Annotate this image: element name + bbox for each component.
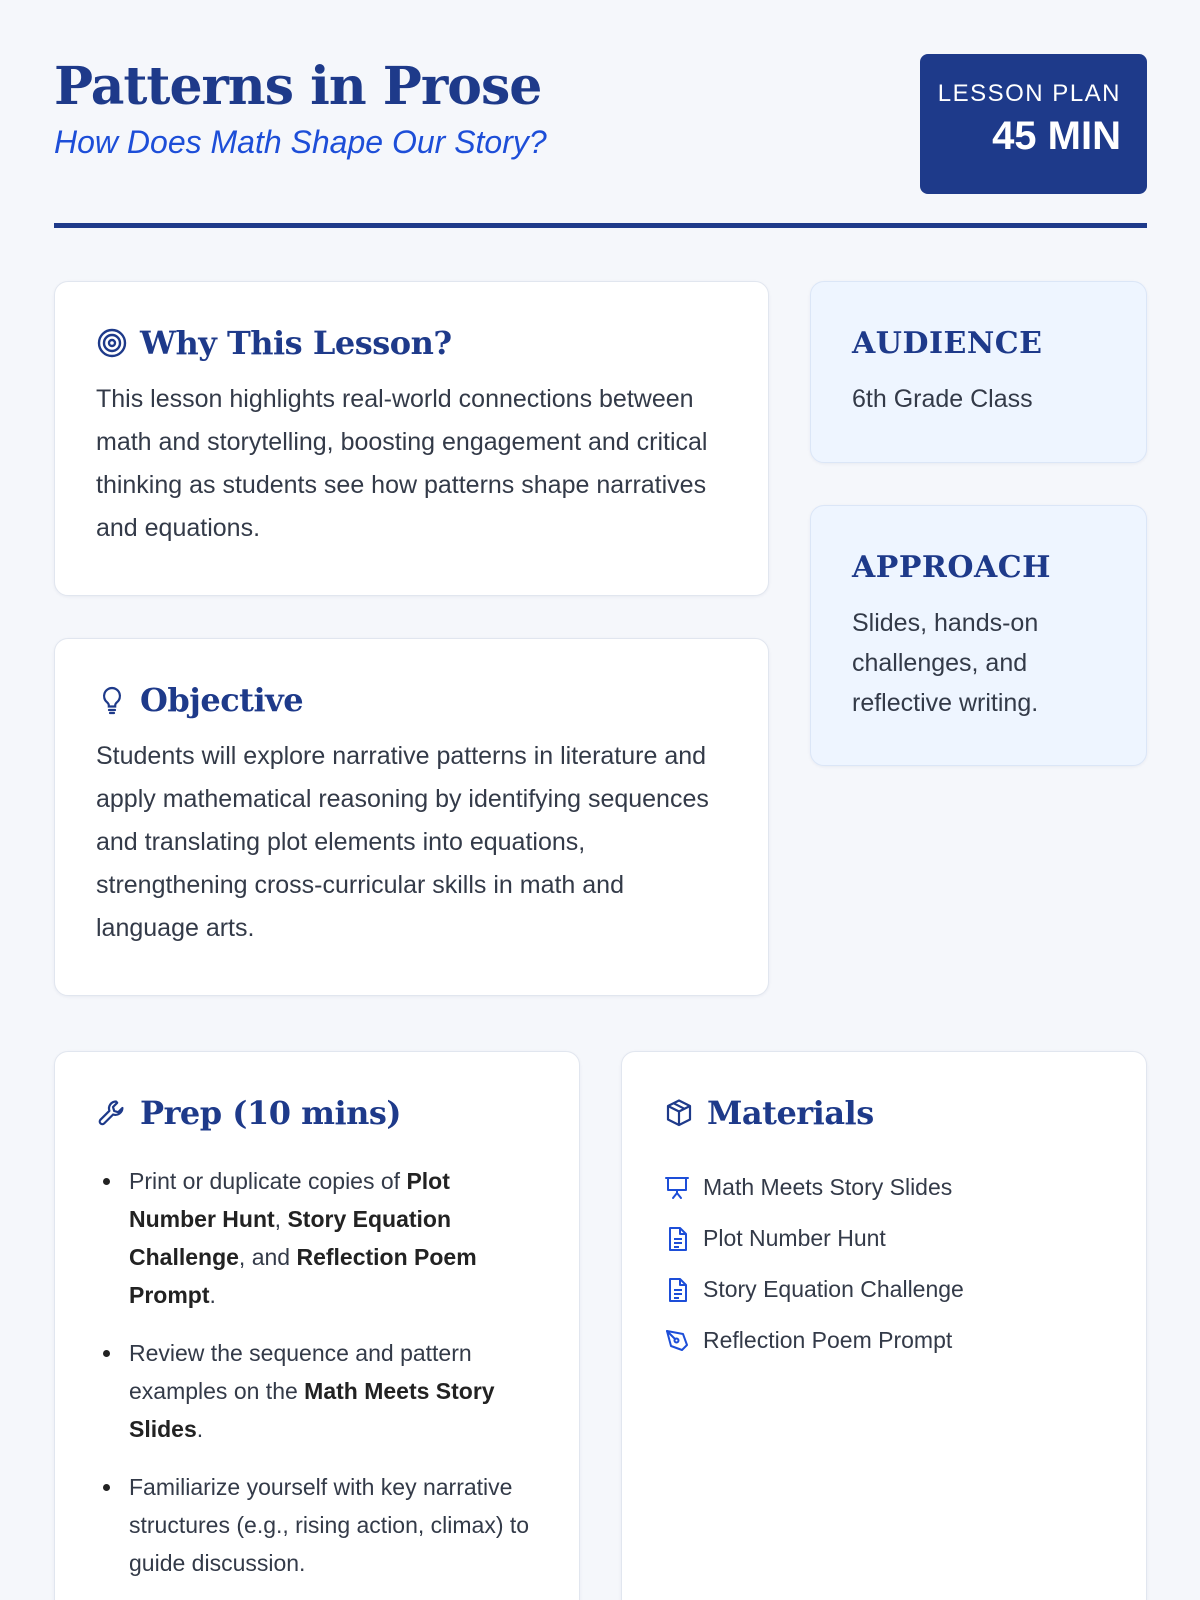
target-icon [96, 327, 128, 359]
material-item [663, 1315, 1105, 1366]
objective-header [96, 681, 727, 719]
approach-card [810, 505, 1147, 766]
material-label: Plot Number Hunt [703, 1225, 886, 1251]
prep-title: Prep (10 mins) [140, 1094, 402, 1132]
audience-text: 6th Grade Class [852, 385, 1033, 413]
approach-text: Slides, hands-on challenges, and reflective writing. [852, 609, 1039, 717]
material-label: Math Meets Story Slides [703, 1174, 953, 1200]
page-title: Patterns in Prose [54, 56, 542, 117]
materials-header [663, 1094, 1105, 1132]
prep-item: Familiarize yourself with key narrative structures (e.g., rising action, climax) to guide discussion. [96, 1468, 538, 1582]
materials-list [663, 1162, 1105, 1366]
badge-label: LESSON PLAN [937, 80, 1121, 107]
materials-card [621, 1051, 1147, 1600]
audience-card [810, 281, 1147, 463]
material-item [663, 1264, 1105, 1315]
approach-title: APPROACH [852, 550, 1051, 585]
material-label: Reflection Poem Prompt [703, 1327, 953, 1353]
duration-badge [920, 54, 1147, 194]
package-icon [663, 1097, 695, 1129]
prep-list [96, 1162, 538, 1582]
material-label: Story Equation Challenge [703, 1276, 964, 1302]
document-icon [663, 1225, 691, 1253]
why-lesson-header [96, 324, 727, 362]
why-lesson-text: This lesson highlights real-world connections between math and storytelling, boosting engagement and critical thinking as students see how patterns shape narratives and equations. [96, 385, 708, 542]
prep-item: Print or duplicate copies of Plot Number Hunt, Story Equation Challenge, and Reflection Poem Prompt. [96, 1162, 538, 1314]
material-item [663, 1213, 1105, 1264]
objective-text: Students will explore narrative patterns in literature and apply mathematical reasoning by identifying sequences and translating plot elements into equations, strengthening cross-curricular skills in math and language arts. [96, 742, 709, 942]
why-lesson-card [54, 281, 769, 596]
prep-item: Review the sequence and pattern examples on the Math Meets Story Slides. [96, 1334, 538, 1448]
objective-title: Objective [140, 681, 304, 719]
pen-tool-icon [663, 1327, 691, 1355]
lesson-header [54, 54, 1147, 228]
audience-title: AUDIENCE [852, 326, 1043, 361]
lightbulb-icon [96, 684, 128, 716]
prep-header [96, 1094, 538, 1132]
prep-card [54, 1051, 580, 1600]
document-icon [663, 1276, 691, 1304]
badge-value: 45 MIN [992, 114, 1121, 158]
why-lesson-title: Why This Lesson? [140, 324, 452, 362]
objective-card [54, 638, 769, 996]
page-subtitle: How Does Math Shape Our Story? [54, 124, 547, 160]
presentation-icon [663, 1174, 691, 1202]
materials-title: Materials [707, 1094, 874, 1132]
material-item [663, 1162, 1105, 1213]
wrench-icon [96, 1097, 128, 1129]
